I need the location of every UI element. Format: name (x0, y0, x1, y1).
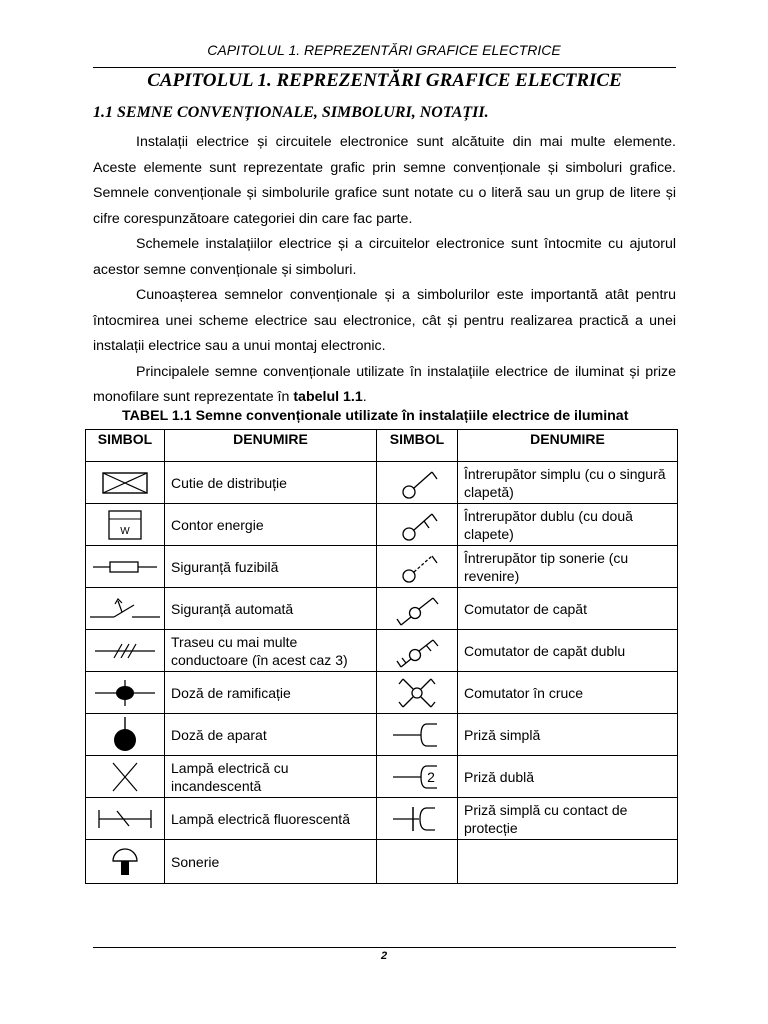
bell-icon (86, 840, 165, 884)
double-switch-icon (377, 504, 458, 546)
section-title: 1.1 SEMNE CONVENȚIONALE, SIMBOLURI, NOTAȚII. (93, 104, 489, 121)
chapter-title: CAPITOLUL 1. REPREZENTĂRI GRAFICE ELECTRICE (147, 70, 622, 91)
multi-conductor-route-icon (86, 630, 165, 672)
table-caption: TABEL 1.1 Semne convenționale utilizate în instalațiile electrice de iluminat (122, 408, 629, 424)
symbol-name: Doză de ramificație (165, 672, 377, 714)
symbol-name: Sonerie (165, 840, 377, 884)
table-row (86, 672, 678, 714)
table-reference: tabelul 1.1 (293, 389, 363, 405)
symbols-table (85, 429, 678, 884)
empty-cell (377, 840, 458, 884)
table-row (86, 462, 678, 504)
symbol-name: Siguranță fuzibilă (165, 546, 377, 588)
symbol-name: Întrerupător dublu (cu două clapete) (458, 504, 678, 546)
double-end-switch-icon (377, 630, 458, 672)
table-row (86, 714, 678, 756)
table-row (86, 798, 678, 840)
symbol-name: Comutator în cruce (458, 672, 678, 714)
distribution-box-icon (86, 462, 165, 504)
paragraph-4-end: . (362, 389, 367, 405)
single-socket-icon (377, 714, 458, 756)
header-divider (93, 67, 676, 68)
end-switch-icon (377, 588, 458, 630)
column-header: DENUMIRE (165, 430, 377, 462)
symbol-name: Comutator de capăt dublu (458, 630, 678, 672)
device-box-icon (86, 714, 165, 756)
incandescent-lamp-icon (86, 756, 165, 798)
circuit-breaker-icon (86, 588, 165, 630)
symbol-name: Doză de aparat (165, 714, 377, 756)
running-header: CAPITOLUL 1. REPREZENTĂRI GRAFICE ELECTRICE (207, 42, 561, 58)
symbol-name: Cutie de distribuție (165, 462, 377, 504)
protected-socket-icon (377, 798, 458, 840)
paragraph-1: Instalații electrice și circuitele electronice sunt alcătuite din mai multe elemente. Aceste elemente sunt reprezentate grafic prin semne convenționale și simboluri grafice. Semnele convenționale și simbolurile grafice sunt notate cu o literă sau un grup de litere și cifre corespunzătoare categoriei din care fac parte. (93, 134, 676, 227)
symbol-name: Priză dublă (458, 756, 678, 798)
body-text (93, 130, 676, 411)
cross-switch-icon (377, 672, 458, 714)
junction-box-icon (86, 672, 165, 714)
meter-label: W (120, 525, 130, 537)
column-header: DENUMIRE (458, 430, 678, 462)
table-row (86, 504, 678, 546)
symbol-name: Priză simplă (458, 714, 678, 756)
symbol-name (458, 840, 678, 884)
column-header: SIMBOL (377, 430, 458, 462)
column-header: SIMBOL (86, 430, 165, 462)
bell-switch-icon (377, 546, 458, 588)
table-header-row (86, 430, 678, 462)
table-row (86, 756, 678, 798)
symbol-name: Traseu cu mai multe conductoare (în acest caz 3) (165, 630, 377, 672)
table-row (86, 630, 678, 672)
paragraph-4-text: Principalele semne convenționale utilizate în instalațiile electrice de iluminat și prize monofilare sunt reprezentate în (93, 363, 676, 405)
symbol-name: Priză simplă cu contact de protecție (458, 798, 678, 840)
symbol-name: Lampă electrică cu incandescentă (165, 756, 377, 798)
table-row (86, 588, 678, 630)
paragraph-4 (93, 360, 676, 411)
double-socket-label: 2 (427, 768, 435, 785)
energy-meter-icon (86, 504, 165, 546)
footer-divider (93, 947, 676, 948)
fuse-icon (86, 546, 165, 588)
single-switch-icon (377, 462, 458, 504)
double-socket-icon (377, 756, 458, 798)
symbol-name: Întrerupător tip sonerie (cu revenire) (458, 546, 678, 588)
paragraph-3: Cunoașterea semnelor convenționale și a simbolurilor este importantă atât pentru întocmirea unei scheme electrice sau electronice, cât și pentru realizarea practică a unei instalații electrice sau a unui montaj electronic. (93, 287, 676, 354)
symbol-name: Siguranță automată (165, 588, 377, 630)
table-row (86, 546, 678, 588)
symbol-name: Comutator de capăt (458, 588, 678, 630)
symbol-name: Întrerupător simplu (cu o singură clapetă) (458, 462, 678, 504)
page-number: 2 (380, 950, 388, 962)
symbol-name: Contor energie (165, 504, 377, 546)
table-row (86, 840, 678, 884)
fluorescent-lamp-icon (86, 798, 165, 840)
symbol-name: Lampă electrică fluorescentă (165, 798, 377, 840)
paragraph-2: Schemele instalațiilor electrice și a circuitelor electronice sunt întocmite cu ajutorul acestor semne convenționale și simboluri. (93, 236, 676, 278)
